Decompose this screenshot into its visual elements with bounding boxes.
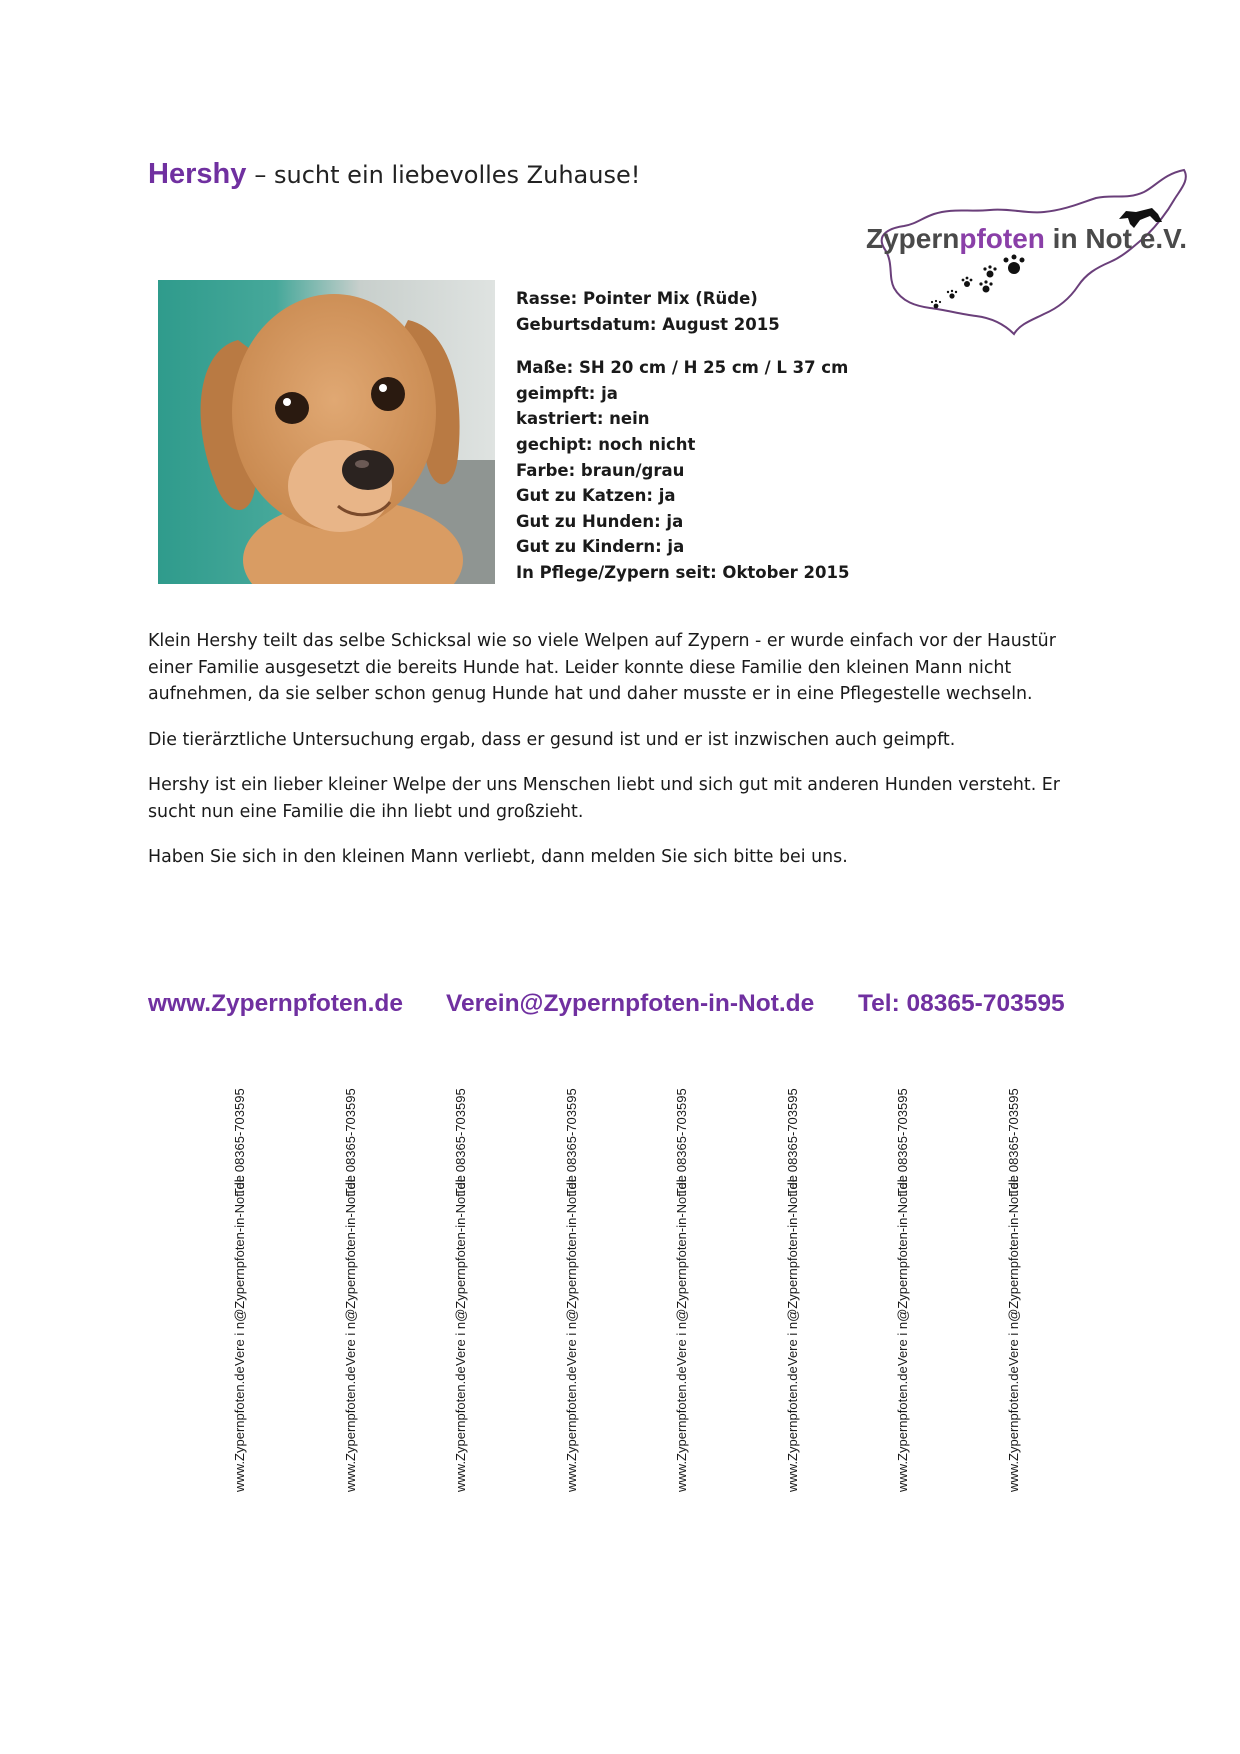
tab-email: Vere i n@Zypernpfoten-in-Not.de [453, 1175, 468, 1366]
tear-off-tab[interactable] [895, 1088, 917, 1496]
fact-breed: Rasse: Pointer Mix (Rüde) [516, 289, 758, 308]
tab-email: Vere i n@Zypernpfoten-in-Not.de [785, 1175, 800, 1366]
fact-vaccinated: geimpft: ja [516, 383, 618, 403]
fact-measurements: Maße: SH 20 cm / H 25 cm / L 37 cm [516, 358, 849, 378]
fact-good-with-cats: Gut zu Katzen: ja [516, 486, 676, 506]
title-subtitle: – sucht ein liebevolles Zuhause! [254, 161, 641, 189]
tab-phone: Tel: 08365-703595 [232, 1088, 247, 1196]
tab-email: Vere i n@Zypernpfoten-in-Not.de [1006, 1175, 1021, 1366]
tab-website: www.Zypernpfoten.de [674, 1366, 689, 1492]
tab-email: Vere i n@Zypernpfoten-in-Not.de [674, 1175, 689, 1366]
tab-phone: Tel: 08365-703595 [453, 1088, 468, 1196]
dog-name: Hershy [148, 158, 247, 190]
dog-description [148, 628, 1088, 890]
story-paragraph: Klein Hershy teilt das selbe Schicksal wie so viele Welpen auf Zypern - er wurde einfach vor der Haustür einer Familie ausgesetzt die bereits Hunde hat. Leider konnte diese Familie den kleinen Mann nicht aufnehmen, da sie selber schon genug Hunde hat und daher musste er in eine Pflegestelle wechseln. [148, 631, 1056, 704]
story-paragraph: Hershy ist ein lieber kleiner Welpe der uns Menschen liebt und sich gut mit anderen Hunden versteht. Er sucht nun eine Familie die ihn liebt und großzieht. [148, 775, 1060, 822]
tear-off-tab[interactable] [232, 1088, 254, 1496]
tear-off-tab[interactable] [1006, 1088, 1028, 1496]
tear-off-tab[interactable] [453, 1088, 475, 1496]
tab-phone: Tel: 08365-703595 [564, 1088, 579, 1196]
email-link[interactable]: Verein@Zypernpfoten-in-Not.de [446, 990, 815, 1017]
tab-phone: Tel: 08365-703595 [785, 1088, 800, 1196]
fact-foster-since: In Pflege/Zypern seit: Oktober 2015 [516, 562, 850, 582]
cyprus-map-logo [864, 164, 1194, 364]
story-paragraph: Die tierärztliche Untersuchung ergab, dass er gesund ist und er ist inzwischen auch geimpft. [148, 729, 956, 750]
tab-email: Vere i n@Zypernpfoten-in-Not.de [564, 1175, 579, 1366]
tab-website: www.Zypernpfoten.de [564, 1366, 579, 1492]
contact-line [148, 990, 1088, 1024]
page-title [148, 158, 640, 191]
fact-good-with-dogs: Gut zu Hunden: ja [516, 511, 684, 531]
tear-off-tabs [0, 1088, 1240, 1496]
tab-email: Vere i n@Zypernpfoten-in-Not.de [232, 1175, 247, 1366]
fact-good-with-kids: Gut zu Kindern: ja [516, 537, 685, 557]
tear-off-tab[interactable] [785, 1088, 807, 1496]
website-link[interactable]: www.Zypernpfoten.de [148, 990, 403, 1017]
tab-website: www.Zypernpfoten.de [453, 1366, 468, 1492]
tab-website: www.Zypernpfoten.de [895, 1366, 910, 1492]
organization-logo [864, 164, 1194, 364]
tab-email: Vere i n@Zypernpfoten-in-Not.de [343, 1175, 358, 1366]
tab-email: Vere i n@Zypernpfoten-in-Not.de [895, 1175, 910, 1366]
tear-off-tab[interactable] [343, 1088, 365, 1496]
tab-website: www.Zypernpfoten.de [1006, 1366, 1021, 1492]
tab-phone: Tel: 08365-703595 [343, 1088, 358, 1196]
dog-facts [516, 286, 849, 586]
fact-birthdate: Geburtsdatum: August 2015 [516, 314, 780, 334]
tab-phone: Tel: 08365-703595 [1006, 1088, 1021, 1196]
fact-chipped: gechipt: noch nicht [516, 434, 696, 454]
fact-color: Farbe: braun/grau [516, 460, 685, 480]
dog-photo [158, 280, 495, 584]
story-paragraph: Haben Sie sich in den kleinen Mann verliebt, dann melden Sie sich bitte bei uns. [148, 847, 848, 867]
tab-phone: Tel: 08365-703595 [895, 1088, 910, 1196]
tear-off-tab[interactable] [564, 1088, 586, 1496]
tab-website: www.Zypernpfoten.de [785, 1366, 800, 1492]
phone-number: Tel: 08365-703595 [858, 990, 1065, 1017]
tab-website: www.Zypernpfoten.de [343, 1366, 358, 1492]
paw-prints-icon [931, 255, 1025, 309]
fact-neutered: kastriert: nein [516, 409, 650, 429]
tab-website: www.Zypernpfoten.de [232, 1366, 247, 1492]
tab-phone: Tel: 08365-703595 [674, 1088, 689, 1196]
tear-off-tab[interactable] [674, 1088, 696, 1496]
logo-text: Zypernpfoten in Not e.V. [866, 223, 1187, 254]
